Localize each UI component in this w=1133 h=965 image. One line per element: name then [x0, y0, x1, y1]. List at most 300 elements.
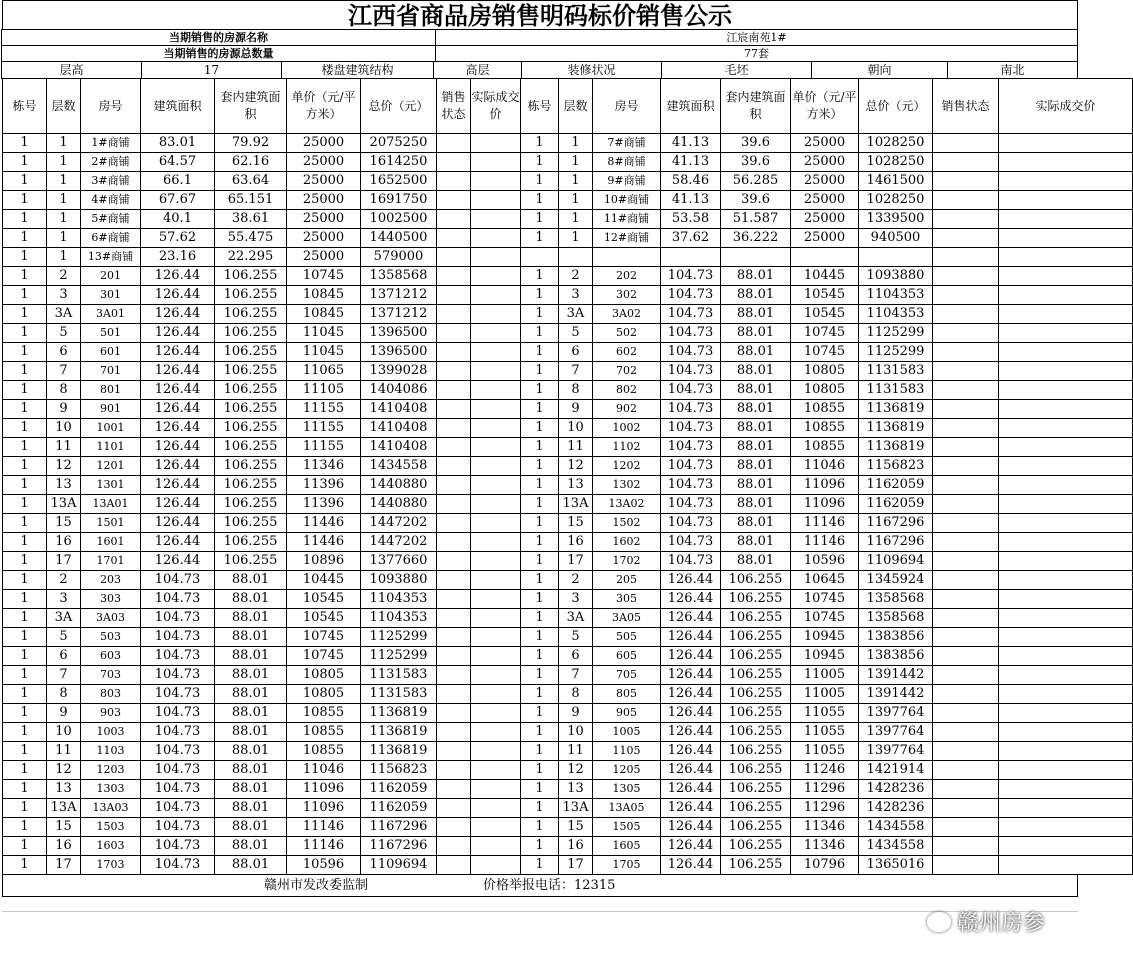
right-cell: 302: [593, 286, 661, 305]
right-cell: 1383856: [859, 647, 933, 666]
left-cell: 1: [3, 495, 47, 514]
orientation-label: 朝向: [811, 61, 948, 79]
left-cell: 1447202: [361, 514, 437, 533]
right-cell: 13A: [559, 495, 593, 514]
left-cell: 6: [47, 647, 81, 666]
supervisor-text: 赣州市发改委监制: [263, 878, 368, 893]
left-cell: 25000: [287, 229, 361, 248]
table-row: [3, 818, 1133, 837]
left-empty-cell: [471, 742, 521, 761]
right-cell: 11#商铺: [593, 210, 661, 229]
left-empty-cell: [437, 229, 471, 248]
left-cell: 3A: [47, 305, 81, 324]
left-cell: 1652500: [361, 172, 437, 191]
left-cell: 104.73: [141, 780, 215, 799]
left-cell: 1136819: [361, 704, 437, 723]
right-cell: 106.255: [721, 837, 791, 856]
right-cell: 10: [559, 419, 593, 438]
wechat-icon: [927, 912, 951, 932]
col-unit-price: 单价（元/平方米）: [287, 79, 361, 134]
right-cell: 1397764: [859, 704, 933, 723]
left-empty-cell: [437, 210, 471, 229]
left-empty-cell: [437, 286, 471, 305]
right-cell: 37.62: [661, 229, 721, 248]
right-empty-cell: [999, 666, 1133, 685]
left-empty-cell: [471, 419, 521, 438]
right-cell: 1: [521, 533, 559, 552]
right-empty-cell: [933, 590, 999, 609]
left-cell: 1: [3, 742, 47, 761]
left-cell: 1440880: [361, 476, 437, 495]
left-cell: 106.255: [215, 286, 287, 305]
right-cell: 106.255: [721, 742, 791, 761]
right-cell: 1: [521, 685, 559, 704]
left-cell: 126.44: [141, 381, 215, 400]
right-cell: 7#商铺: [593, 134, 661, 153]
right-cell: 1125299: [859, 324, 933, 343]
left-cell: 1: [3, 362, 47, 381]
left-empty-cell: [471, 381, 521, 400]
left-cell: 901: [81, 400, 141, 419]
left-empty-cell: [437, 153, 471, 172]
listing-name-label: 当期销售的房源名称: [1, 29, 436, 46]
left-cell: 1410408: [361, 438, 437, 457]
left-cell: 55.475: [215, 229, 287, 248]
left-empty-cell: [437, 856, 471, 875]
right-empty-cell: [999, 438, 1133, 457]
right-cell: 39.6: [721, 134, 791, 153]
right-cell: 106.255: [721, 647, 791, 666]
left-cell: 126.44: [141, 286, 215, 305]
left-cell: 1: [3, 761, 47, 780]
left-empty-cell: [437, 552, 471, 571]
table-row: [3, 723, 1133, 742]
right-cell: 1136819: [859, 419, 933, 438]
table-row: [3, 400, 1133, 419]
right-empty-cell: [933, 305, 999, 324]
left-empty-cell: [471, 780, 521, 799]
left-empty-cell: [471, 400, 521, 419]
right-cell: 104.73: [661, 343, 721, 362]
right-cell: 1: [559, 210, 593, 229]
table-row: [3, 381, 1133, 400]
left-cell: 106.255: [215, 362, 287, 381]
left-cell: 11065: [287, 362, 361, 381]
left-cell: 11155: [287, 400, 361, 419]
right-cell: 1705: [593, 856, 661, 875]
left-cell: 11: [47, 438, 81, 457]
left-cell: 106.255: [215, 457, 287, 476]
right-empty-cell: [933, 647, 999, 666]
right-empty-cell: [933, 362, 999, 381]
right-cell: 106.255: [721, 609, 791, 628]
right-cell: 12: [559, 457, 593, 476]
left-cell: 1: [3, 685, 47, 704]
left-empty-cell: [471, 267, 521, 286]
right-cell: 1: [521, 457, 559, 476]
left-empty-cell: [437, 628, 471, 647]
left-cell: 6: [47, 343, 81, 362]
left-cell: 301: [81, 286, 141, 305]
right-empty-cell: [999, 476, 1133, 495]
col-building: 栋号: [3, 79, 47, 134]
right-cell: 10796: [791, 856, 859, 875]
right-cell: 88.01: [721, 552, 791, 571]
listing-count-label: 当期销售的房源总数量: [1, 45, 436, 62]
left-cell: 1: [47, 229, 81, 248]
right-cell: [791, 248, 859, 267]
right-cell: 104.73: [661, 533, 721, 552]
table-row: [3, 324, 1133, 343]
right-cell: 1136819: [859, 400, 933, 419]
right-cell: 602: [593, 343, 661, 362]
right-empty-cell: [999, 267, 1133, 286]
left-empty-cell: [471, 476, 521, 495]
right-empty-cell: [999, 457, 1133, 476]
left-cell: 1101: [81, 438, 141, 457]
price-sheet: [2, 0, 1096, 912]
left-cell: 11096: [287, 780, 361, 799]
left-empty-cell: [437, 704, 471, 723]
left-cell: 25000: [287, 172, 361, 191]
building-info-row: [2, 62, 1078, 79]
table-row: [3, 457, 1133, 476]
right-cell: 1: [521, 571, 559, 590]
right-cell: 1: [521, 191, 559, 210]
right-empty-cell: [933, 172, 999, 191]
right-cell: 16: [559, 837, 593, 856]
table-row: [3, 343, 1133, 362]
left-cell: 1501: [81, 514, 141, 533]
left-empty-cell: [437, 647, 471, 666]
table-row: [3, 856, 1133, 875]
right-cell: 1028250: [859, 191, 933, 210]
right-cell: 11005: [791, 685, 859, 704]
left-cell: 104.73: [141, 628, 215, 647]
left-cell: 1136819: [361, 723, 437, 742]
left-cell: 1162059: [361, 799, 437, 818]
right-cell: 1605: [593, 837, 661, 856]
left-cell: 11105: [287, 381, 361, 400]
right-empty-cell: [999, 609, 1133, 628]
right-cell: 88.01: [721, 495, 791, 514]
right-cell: 9#商铺: [593, 172, 661, 191]
left-cell: 1: [3, 457, 47, 476]
left-empty-cell: [471, 799, 521, 818]
left-cell: 11: [47, 742, 81, 761]
left-cell: 1: [3, 609, 47, 628]
right-empty-cell: [999, 381, 1133, 400]
left-cell: 1: [3, 837, 47, 856]
left-cell: 88.01: [215, 818, 287, 837]
left-cell: 63.64: [215, 172, 287, 191]
left-cell: 3A01: [81, 305, 141, 324]
right-cell: 88.01: [721, 286, 791, 305]
table-row: [3, 685, 1133, 704]
left-cell: 1103: [81, 742, 141, 761]
table-row: [3, 704, 1133, 723]
left-empty-cell: [437, 590, 471, 609]
right-cell: 1: [521, 134, 559, 153]
left-cell: 106.255: [215, 400, 287, 419]
left-cell: 57.62: [141, 229, 215, 248]
left-cell: 3: [47, 590, 81, 609]
right-empty-cell: [999, 780, 1133, 799]
right-empty-cell: [999, 761, 1133, 780]
left-cell: 10855: [287, 742, 361, 761]
left-cell: 13A01: [81, 495, 141, 514]
left-cell: 88.01: [215, 590, 287, 609]
left-cell: 1: [3, 571, 47, 590]
right-cell: 8: [559, 381, 593, 400]
right-cell: 1: [521, 590, 559, 609]
left-cell: 1001: [81, 419, 141, 438]
left-cell: 1: [3, 153, 47, 172]
right-cell: 7: [559, 362, 593, 381]
right-cell: 1434558: [859, 818, 933, 837]
col-unit-price-right: 单价（元/平方米）: [791, 79, 859, 134]
left-cell: 1440880: [361, 495, 437, 514]
left-cell: 1: [3, 590, 47, 609]
left-cell: 25000: [287, 210, 361, 229]
right-empty-cell: [999, 799, 1133, 818]
left-cell: 11096: [287, 799, 361, 818]
left-cell: 1: [3, 628, 47, 647]
left-empty-cell: [471, 305, 521, 324]
left-cell: 10805: [287, 666, 361, 685]
right-cell: 104.73: [661, 324, 721, 343]
right-cell: 104.73: [661, 552, 721, 571]
right-empty-cell: [933, 248, 999, 267]
right-empty-cell: [999, 343, 1133, 362]
right-cell: 9: [559, 704, 593, 723]
left-cell: 10: [47, 723, 81, 742]
right-empty-cell: [933, 780, 999, 799]
right-cell: 1105: [593, 742, 661, 761]
left-cell: 601: [81, 343, 141, 362]
right-cell: 1: [521, 495, 559, 514]
right-cell: 39.6: [721, 191, 791, 210]
left-cell: 1: [3, 533, 47, 552]
left-empty-cell: [471, 134, 521, 153]
left-cell: 67.67: [141, 191, 215, 210]
right-cell: 1125299: [859, 343, 933, 362]
right-cell: 11096: [791, 495, 859, 514]
left-cell: 12: [47, 457, 81, 476]
left-cell: 17: [47, 552, 81, 571]
decoration-value: 毛坯: [661, 61, 812, 79]
right-cell: 205: [593, 571, 661, 590]
right-empty-cell: [933, 191, 999, 210]
right-empty-cell: [933, 495, 999, 514]
right-cell: 1428236: [859, 780, 933, 799]
right-empty-cell: [933, 818, 999, 837]
table-row: [3, 362, 1133, 381]
table-row: [3, 286, 1133, 305]
left-cell: 1701: [81, 552, 141, 571]
left-cell: 106.255: [215, 267, 287, 286]
left-empty-cell: [437, 324, 471, 343]
right-cell: 1391442: [859, 666, 933, 685]
left-cell: 11155: [287, 419, 361, 438]
right-cell: 1: [521, 229, 559, 248]
right-cell: 1421914: [859, 761, 933, 780]
table-row: [3, 495, 1133, 514]
right-cell: 1136819: [859, 438, 933, 457]
left-cell: 1167296: [361, 818, 437, 837]
col-inner-area: 套内建筑面积: [215, 79, 287, 134]
right-empty-cell: [999, 552, 1133, 571]
right-cell: 10805: [791, 381, 859, 400]
right-cell: [521, 248, 559, 267]
right-cell: 1: [521, 514, 559, 533]
left-empty-cell: [471, 248, 521, 267]
right-cell: 15: [559, 514, 593, 533]
right-empty-cell: [999, 400, 1133, 419]
left-cell: 701: [81, 362, 141, 381]
right-cell: 10745: [791, 324, 859, 343]
right-cell: 88.01: [721, 457, 791, 476]
left-cell: 801: [81, 381, 141, 400]
right-cell: 11055: [791, 723, 859, 742]
right-cell: 1: [521, 419, 559, 438]
right-empty-cell: [999, 495, 1133, 514]
left-cell: 10855: [287, 723, 361, 742]
left-cell: 1002500: [361, 210, 437, 229]
table-row: [3, 172, 1133, 191]
left-cell: 201: [81, 267, 141, 286]
left-cell: 88.01: [215, 856, 287, 875]
right-empty-cell: [999, 856, 1133, 875]
left-cell: 17: [47, 856, 81, 875]
left-cell: 1691750: [361, 191, 437, 210]
right-cell: 104.73: [661, 495, 721, 514]
left-cell: 1: [3, 780, 47, 799]
left-cell: 106.255: [215, 514, 287, 533]
right-empty-cell: [999, 324, 1133, 343]
left-cell: 1: [47, 191, 81, 210]
right-cell: 106.255: [721, 856, 791, 875]
left-cell: 1: [3, 647, 47, 666]
left-empty-cell: [437, 400, 471, 419]
right-empty-cell: [933, 704, 999, 723]
right-cell: 1397764: [859, 742, 933, 761]
right-cell: 3A: [559, 609, 593, 628]
left-cell: 2#商铺: [81, 153, 141, 172]
col-total-price-right: 总价（元）: [859, 79, 933, 134]
right-cell: 1: [521, 476, 559, 495]
left-cell: 106.255: [215, 305, 287, 324]
right-cell: 1: [521, 799, 559, 818]
right-cell: 3: [559, 590, 593, 609]
left-cell: 903: [81, 704, 141, 723]
right-cell: 10745: [791, 609, 859, 628]
table-row: [3, 248, 1133, 267]
left-cell: 10: [47, 419, 81, 438]
left-cell: 1093880: [361, 571, 437, 590]
right-cell: 104.73: [661, 400, 721, 419]
col-area: 建筑面积: [141, 79, 215, 134]
right-cell: 126.44: [661, 704, 721, 723]
listing-name-value: 江宸南苑1#: [435, 29, 1078, 46]
right-cell: 11346: [791, 837, 859, 856]
table-row: [3, 191, 1133, 210]
right-empty-cell: [933, 514, 999, 533]
left-cell: 13A03: [81, 799, 141, 818]
left-cell: 11146: [287, 837, 361, 856]
left-cell: 40.1: [141, 210, 215, 229]
left-cell: 1410408: [361, 419, 437, 438]
right-cell: 10855: [791, 438, 859, 457]
left-cell: 6#商铺: [81, 229, 141, 248]
watermark-text: 赣州房参: [956, 911, 1045, 936]
right-cell: 1202: [593, 457, 661, 476]
right-empty-cell: [999, 134, 1133, 153]
left-cell: 10745: [287, 267, 361, 286]
right-cell: 11296: [791, 799, 859, 818]
right-empty-cell: [933, 343, 999, 362]
left-cell: 126.44: [141, 438, 215, 457]
right-cell: 11046: [791, 457, 859, 476]
left-empty-cell: [471, 172, 521, 191]
right-cell: 1: [521, 742, 559, 761]
right-cell: 41.13: [661, 134, 721, 153]
right-cell: 1: [521, 666, 559, 685]
right-empty-cell: [933, 476, 999, 495]
right-cell: 10645: [791, 571, 859, 590]
left-empty-cell: [437, 191, 471, 210]
right-cell: 10745: [791, 590, 859, 609]
left-empty-cell: [437, 134, 471, 153]
left-empty-cell: [471, 666, 521, 685]
right-empty-cell: [999, 571, 1133, 590]
right-empty-cell: [933, 267, 999, 286]
left-cell: 65.151: [215, 191, 287, 210]
left-cell: 126.44: [141, 533, 215, 552]
left-cell: 104.73: [141, 590, 215, 609]
col-room-right: 房号: [593, 79, 661, 134]
right-cell: 88.01: [721, 381, 791, 400]
right-cell: 126.44: [661, 742, 721, 761]
left-cell: 83.01: [141, 134, 215, 153]
left-empty-cell: [437, 799, 471, 818]
col-inner-area-right: 套内建筑面积: [721, 79, 791, 134]
left-cell: 1203: [81, 761, 141, 780]
right-cell: 10: [559, 723, 593, 742]
left-cell: 106.255: [215, 533, 287, 552]
orientation-value: 南北: [947, 61, 1078, 79]
right-empty-cell: [999, 533, 1133, 552]
left-cell: 9: [47, 704, 81, 723]
right-cell: 39.6: [721, 153, 791, 172]
right-cell: 104.73: [661, 305, 721, 324]
right-cell: 1502: [593, 514, 661, 533]
right-cell: 88.01: [721, 476, 791, 495]
right-cell: 5: [559, 324, 593, 343]
right-cell: 15: [559, 818, 593, 837]
left-cell: 1399028: [361, 362, 437, 381]
right-cell: 13: [559, 476, 593, 495]
right-empty-cell: [999, 191, 1133, 210]
right-cell: 10855: [791, 400, 859, 419]
left-cell: 11146: [287, 818, 361, 837]
right-cell: 7: [559, 666, 593, 685]
left-cell: 88.01: [215, 628, 287, 647]
right-cell: 88.01: [721, 324, 791, 343]
left-cell: 1396500: [361, 343, 437, 362]
right-empty-cell: [933, 856, 999, 875]
left-cell: 1503: [81, 818, 141, 837]
